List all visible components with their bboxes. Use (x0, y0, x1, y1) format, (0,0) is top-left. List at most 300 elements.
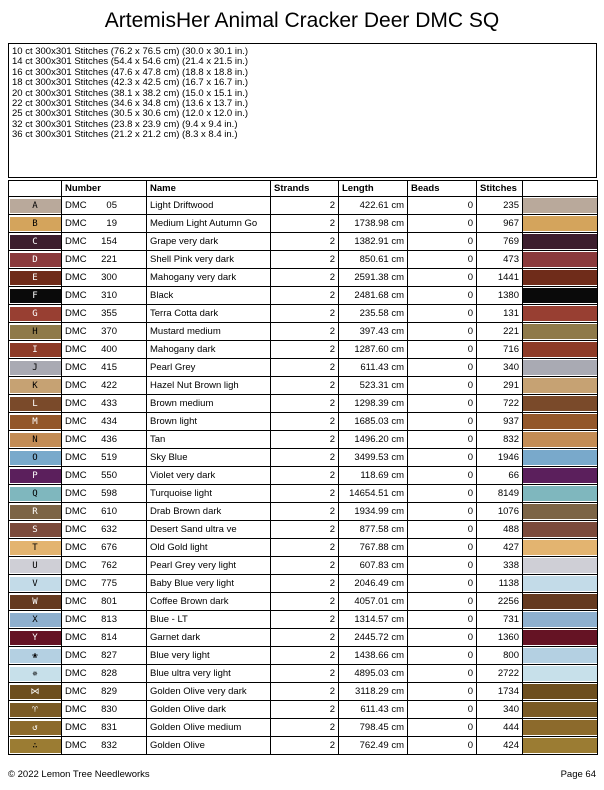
thread-brand: DMC (65, 290, 87, 301)
stitches-cell: 937 (477, 413, 523, 431)
stitches-cell: 722 (477, 395, 523, 413)
beads-cell: 0 (408, 629, 477, 647)
thread-brand: DMC (65, 254, 87, 265)
thread-number: 221 (101, 254, 117, 265)
color-swatch (523, 630, 597, 645)
color-swatch (523, 432, 597, 447)
color-swatch-cell (523, 413, 598, 431)
stitches-cell: 340 (477, 359, 523, 377)
table-header-row (9, 181, 598, 197)
color-swatch-cell (523, 521, 598, 539)
symbol-key: A (10, 199, 61, 213)
symbol-key: K (10, 379, 61, 393)
table-row (9, 377, 598, 395)
thread-number: 550 (101, 470, 117, 481)
symbol-cell (9, 701, 62, 719)
beads-cell: 0 (408, 737, 477, 755)
strands-cell: 2 (271, 737, 339, 755)
thread-name: Tan (147, 431, 271, 449)
symbol-key: J (10, 361, 61, 375)
header-number: Number (62, 181, 147, 197)
thread-brand: DMC (65, 740, 87, 751)
color-swatch (523, 702, 597, 717)
thread-brand: DMC (65, 506, 87, 517)
thread-brand: DMC (65, 560, 87, 571)
symbol-key: U (10, 559, 61, 573)
fabric-size-line: 10 ct 300x301 Stitches (76.2 x 76.5 cm) (30.0 x 30.1 in.) (12, 46, 249, 57)
symbol-cell (9, 719, 62, 737)
number-cell (62, 485, 147, 503)
number-cell (62, 611, 147, 629)
thread-brand: DMC (65, 704, 87, 715)
thread-name: Golden Olive medium (147, 719, 271, 737)
length-cell: 850.61 cm (339, 251, 408, 269)
thread-name: Desert Sand ultra ve (147, 521, 271, 539)
table-row (9, 611, 598, 629)
color-swatch-cell (523, 611, 598, 629)
number-cell (62, 647, 147, 665)
symbol-cell (9, 323, 62, 341)
thread-brand: DMC (65, 596, 87, 607)
thread-brand: DMC (65, 200, 87, 211)
thread-name: Blue very light (147, 647, 271, 665)
stitches-cell: 1138 (477, 575, 523, 593)
thread-name: Light Driftwood (147, 197, 271, 215)
number-cell (62, 413, 147, 431)
color-swatch (523, 270, 597, 285)
table-row (9, 467, 598, 485)
thread-number: 415 (101, 362, 117, 373)
table-row (9, 269, 598, 287)
thread-name: Shell Pink very dark (147, 251, 271, 269)
table-row (9, 197, 598, 215)
thread-brand: DMC (65, 416, 87, 427)
color-swatch (523, 648, 597, 663)
stitches-cell: 8149 (477, 485, 523, 503)
length-cell: 1685.03 cm (339, 413, 408, 431)
symbol-key: ↺ (10, 721, 61, 735)
stitches-cell: 967 (477, 215, 523, 233)
number-cell (62, 287, 147, 305)
number-cell (62, 341, 147, 359)
symbol-cell (9, 737, 62, 755)
thread-number: 19 (106, 218, 117, 229)
symbol-key: P (10, 469, 61, 483)
number-cell (62, 539, 147, 557)
length-cell: 2591.38 cm (339, 269, 408, 287)
color-swatch (523, 450, 597, 465)
table-row (9, 665, 598, 683)
stitches-cell: 1441 (477, 269, 523, 287)
strands-cell: 2 (271, 431, 339, 449)
color-swatch-cell (523, 593, 598, 611)
thread-name: Sky Blue (147, 449, 271, 467)
thread-number: 632 (101, 524, 117, 535)
strands-cell: 2 (271, 269, 339, 287)
stitches-cell: 1076 (477, 503, 523, 521)
color-swatch (523, 720, 597, 735)
strands-cell: 2 (271, 287, 339, 305)
color-swatch-cell (523, 377, 598, 395)
beads-cell: 0 (408, 719, 477, 737)
thread-name: Golden Olive dark (147, 701, 271, 719)
stitches-cell: 131 (477, 305, 523, 323)
beads-cell: 0 (408, 485, 477, 503)
symbol-key: R (10, 505, 61, 519)
symbol-cell (9, 215, 62, 233)
beads-cell: 0 (408, 467, 477, 485)
thread-number: 422 (101, 380, 117, 391)
strands-cell: 2 (271, 611, 339, 629)
symbol-cell (9, 683, 62, 701)
strands-cell: 2 (271, 503, 339, 521)
symbol-cell (9, 611, 62, 629)
number-cell (62, 575, 147, 593)
table-row (9, 395, 598, 413)
table-row (9, 557, 598, 575)
footer-copyright: © 2022 Lemon Tree Needleworks (8, 769, 150, 780)
length-cell: 397.43 cm (339, 323, 408, 341)
strands-cell: 2 (271, 701, 339, 719)
thread-number: 436 (101, 434, 117, 445)
thread-number: 828 (101, 668, 117, 679)
stitches-cell: 716 (477, 341, 523, 359)
thread-name: Violet very dark (147, 467, 271, 485)
fabric-size-line: 20 ct 300x301 Stitches (38.1 x 38.2 cm) (15.0 x 15.1 in.) (12, 87, 249, 99)
thread-brand: DMC (65, 218, 87, 229)
symbol-cell (9, 665, 62, 683)
color-swatch (523, 378, 597, 393)
strands-cell: 2 (271, 341, 339, 359)
symbol-key: H (10, 325, 61, 339)
header-name: Name (147, 181, 271, 197)
symbol-key: ♈ (10, 703, 61, 717)
number-cell (62, 503, 147, 521)
thread-name: Coffee Brown dark (147, 593, 271, 611)
thread-number: 832 (101, 740, 117, 751)
color-swatch (523, 360, 597, 375)
thread-brand: DMC (65, 686, 87, 697)
thread-number: 154 (101, 236, 117, 247)
color-swatch (523, 522, 597, 537)
beads-cell: 0 (408, 521, 477, 539)
beads-cell: 0 (408, 449, 477, 467)
symbol-cell (9, 233, 62, 251)
thread-name: Golden Olive very dark (147, 683, 271, 701)
table-row (9, 431, 598, 449)
color-swatch-cell (523, 341, 598, 359)
number-cell (62, 701, 147, 719)
thread-name: Mahogany very dark (147, 269, 271, 287)
symbol-key: ✵ (10, 667, 61, 681)
thread-name: Baby Blue very light (147, 575, 271, 593)
thread-number: 598 (101, 488, 117, 499)
color-swatch-cell (523, 449, 598, 467)
stitches-cell: 1380 (477, 287, 523, 305)
beads-cell: 0 (408, 215, 477, 233)
beads-cell: 0 (408, 233, 477, 251)
header-stitches: Stitches (477, 181, 523, 197)
beads-cell: 0 (408, 665, 477, 683)
color-swatch-cell (523, 305, 598, 323)
beads-cell: 0 (408, 557, 477, 575)
thread-brand: DMC (65, 578, 87, 589)
fabric-size-line: 14 ct 300x301 Stitches (54.4 x 54.6 cm) (21.4 x 21.5 in.) (12, 56, 249, 68)
thread-number: 830 (101, 704, 117, 715)
table-row (9, 485, 598, 503)
thread-name: Pearl Grey (147, 359, 271, 377)
length-cell: 1287.60 cm (339, 341, 408, 359)
color-swatch (523, 288, 597, 303)
table-row (9, 719, 598, 737)
number-cell (62, 431, 147, 449)
strands-cell: 2 (271, 629, 339, 647)
strands-cell: 2 (271, 521, 339, 539)
thread-number: 370 (101, 326, 117, 337)
thread-number: 300 (101, 272, 117, 283)
symbol-cell (9, 395, 62, 413)
stitches-cell: 832 (477, 431, 523, 449)
length-cell: 422.61 cm (339, 197, 408, 215)
number-cell (62, 737, 147, 755)
table-row (9, 305, 598, 323)
symbol-key: L (10, 397, 61, 411)
strands-cell: 2 (271, 197, 339, 215)
table-row (9, 647, 598, 665)
symbol-cell (9, 341, 62, 359)
thread-brand: DMC (65, 614, 87, 625)
color-swatch-cell (523, 359, 598, 377)
thread-name: Blue ultra very light (147, 665, 271, 683)
thread-brand: DMC (65, 308, 87, 319)
color-swatch (523, 684, 597, 699)
length-cell: 767.88 cm (339, 539, 408, 557)
color-swatch (523, 414, 597, 429)
color-swatch (523, 738, 597, 753)
length-cell: 1382.91 cm (339, 233, 408, 251)
thread-number: 831 (101, 722, 117, 733)
strands-cell: 2 (271, 395, 339, 413)
color-swatch-cell (523, 269, 598, 287)
length-cell: 877.58 cm (339, 521, 408, 539)
symbol-cell (9, 197, 62, 215)
symbol-cell (9, 539, 62, 557)
thread-brand: DMC (65, 542, 87, 553)
symbol-key: M (10, 415, 61, 429)
strands-cell: 2 (271, 719, 339, 737)
number-cell (62, 377, 147, 395)
thread-number: 801 (101, 596, 117, 607)
color-swatch (523, 576, 597, 591)
symbol-key: ❀ (10, 649, 61, 663)
symbol-cell (9, 449, 62, 467)
strands-cell: 2 (271, 377, 339, 395)
strands-cell: 2 (271, 215, 339, 233)
thread-number: 355 (101, 308, 117, 319)
number-cell (62, 521, 147, 539)
symbol-key: Q (10, 487, 61, 501)
thread-name: Terra Cotta dark (147, 305, 271, 323)
length-cell: 1738.98 cm (339, 215, 408, 233)
number-cell (62, 359, 147, 377)
symbol-key: X (10, 613, 61, 627)
thread-number: 05 (106, 200, 117, 211)
color-swatch (523, 324, 597, 339)
number-cell (62, 629, 147, 647)
thread-name: Mustard medium (147, 323, 271, 341)
thread-table (8, 180, 598, 755)
symbol-key: V (10, 577, 61, 591)
strands-cell: 2 (271, 575, 339, 593)
symbol-cell (9, 431, 62, 449)
thread-brand: DMC (65, 236, 87, 247)
number-cell (62, 233, 147, 251)
header-length: Length (339, 181, 408, 197)
symbol-cell (9, 629, 62, 647)
thread-number: 433 (101, 398, 117, 409)
beads-cell: 0 (408, 413, 477, 431)
table-row (9, 683, 598, 701)
thread-name: Drab Brown dark (147, 503, 271, 521)
strands-cell: 2 (271, 413, 339, 431)
length-cell: 14654.51 cm (339, 485, 408, 503)
symbol-cell (9, 251, 62, 269)
number-cell (62, 323, 147, 341)
thread-name: Hazel Nut Brown ligh (147, 377, 271, 395)
symbol-key: T (10, 541, 61, 555)
stitches-cell: 2256 (477, 593, 523, 611)
thread-number: 813 (101, 614, 117, 625)
thread-brand: DMC (65, 272, 87, 283)
color-swatch-cell (523, 665, 598, 683)
color-swatch-cell (523, 251, 598, 269)
color-swatch-cell (523, 647, 598, 665)
color-swatch-cell (523, 503, 598, 521)
stitches-cell: 731 (477, 611, 523, 629)
stitches-cell: 473 (477, 251, 523, 269)
color-swatch-cell (523, 629, 598, 647)
color-swatch-cell (523, 539, 598, 557)
number-cell (62, 215, 147, 233)
strands-cell: 2 (271, 305, 339, 323)
number-cell (62, 467, 147, 485)
color-swatch (523, 468, 597, 483)
length-cell: 611.43 cm (339, 359, 408, 377)
symbol-cell (9, 593, 62, 611)
number-cell (62, 557, 147, 575)
thread-name: Brown light (147, 413, 271, 431)
thread-brand: DMC (65, 650, 87, 661)
length-cell: 607.83 cm (339, 557, 408, 575)
beads-cell: 0 (408, 593, 477, 611)
number-cell (62, 197, 147, 215)
length-cell: 2046.49 cm (339, 575, 408, 593)
beads-cell: 0 (408, 647, 477, 665)
fabric-size-line: 36 ct 300x301 Stitches (21.2 x 21.2 cm) (8.3 x 8.4 in.) (12, 129, 238, 141)
beads-cell: 0 (408, 683, 477, 701)
page-title: ArtemisHer Animal Cracker Deer DMC SQ (104, 9, 500, 32)
stitches-cell: 66 (477, 467, 523, 485)
number-cell (62, 665, 147, 683)
color-swatch-cell (523, 485, 598, 503)
symbol-key: Y (10, 631, 61, 645)
table-row (9, 539, 598, 557)
symbol-key: O (10, 451, 61, 465)
symbol-key: W (10, 595, 61, 609)
color-swatch-cell (523, 287, 598, 305)
stitches-cell: 340 (477, 701, 523, 719)
beads-cell: 0 (408, 539, 477, 557)
symbol-key: G (10, 307, 61, 321)
strands-cell: 2 (271, 485, 339, 503)
symbol-cell (9, 287, 62, 305)
fabric-sizes-box (8, 43, 597, 178)
symbol-key: B (10, 217, 61, 231)
table-row (9, 233, 598, 251)
number-cell (62, 683, 147, 701)
table-row (9, 521, 598, 539)
color-swatch-cell (523, 719, 598, 737)
symbol-cell (9, 467, 62, 485)
symbol-cell (9, 521, 62, 539)
length-cell: 1934.99 cm (339, 503, 408, 521)
beads-cell: 0 (408, 341, 477, 359)
thread-number: 310 (101, 290, 117, 301)
stitches-cell: 2722 (477, 665, 523, 683)
thread-number: 400 (101, 344, 117, 355)
symbol-cell (9, 413, 62, 431)
color-swatch-cell (523, 737, 598, 755)
stitches-cell: 338 (477, 557, 523, 575)
header-swatch (523, 181, 598, 197)
thread-name: Golden Olive (147, 737, 271, 755)
color-swatch-cell (523, 575, 598, 593)
table-row (9, 359, 598, 377)
stitches-cell: 1734 (477, 683, 523, 701)
strands-cell: 2 (271, 647, 339, 665)
thread-brand: DMC (65, 434, 87, 445)
color-swatch (523, 612, 597, 627)
thread-number: 434 (101, 416, 117, 427)
table-row (9, 449, 598, 467)
stitches-cell: 769 (477, 233, 523, 251)
thread-brand: DMC (65, 632, 87, 643)
stitches-cell: 444 (477, 719, 523, 737)
thread-brand: DMC (65, 380, 87, 391)
thread-number: 814 (101, 632, 117, 643)
beads-cell: 0 (408, 287, 477, 305)
length-cell: 2481.68 cm (339, 287, 408, 305)
footer-page-number: Page 64 (560, 769, 596, 780)
thread-brand: DMC (65, 398, 87, 409)
color-swatch (523, 594, 597, 609)
table-row (9, 341, 598, 359)
color-swatch (523, 396, 597, 411)
color-swatch-cell (523, 197, 598, 215)
length-cell: 4057.01 cm (339, 593, 408, 611)
number-cell (62, 269, 147, 287)
header-symbol (9, 181, 62, 197)
symbol-cell (9, 269, 62, 287)
symbol-cell (9, 359, 62, 377)
beads-cell: 0 (408, 431, 477, 449)
beads-cell: 0 (408, 251, 477, 269)
thread-brand: DMC (65, 344, 87, 355)
beads-cell: 0 (408, 575, 477, 593)
fabric-size-line: 25 ct 300x301 Stitches (30.5 x 30.6 cm) (12.0 x 12.0 in.) (12, 108, 249, 120)
length-cell: 1314.57 cm (339, 611, 408, 629)
thread-brand: DMC (65, 452, 87, 463)
